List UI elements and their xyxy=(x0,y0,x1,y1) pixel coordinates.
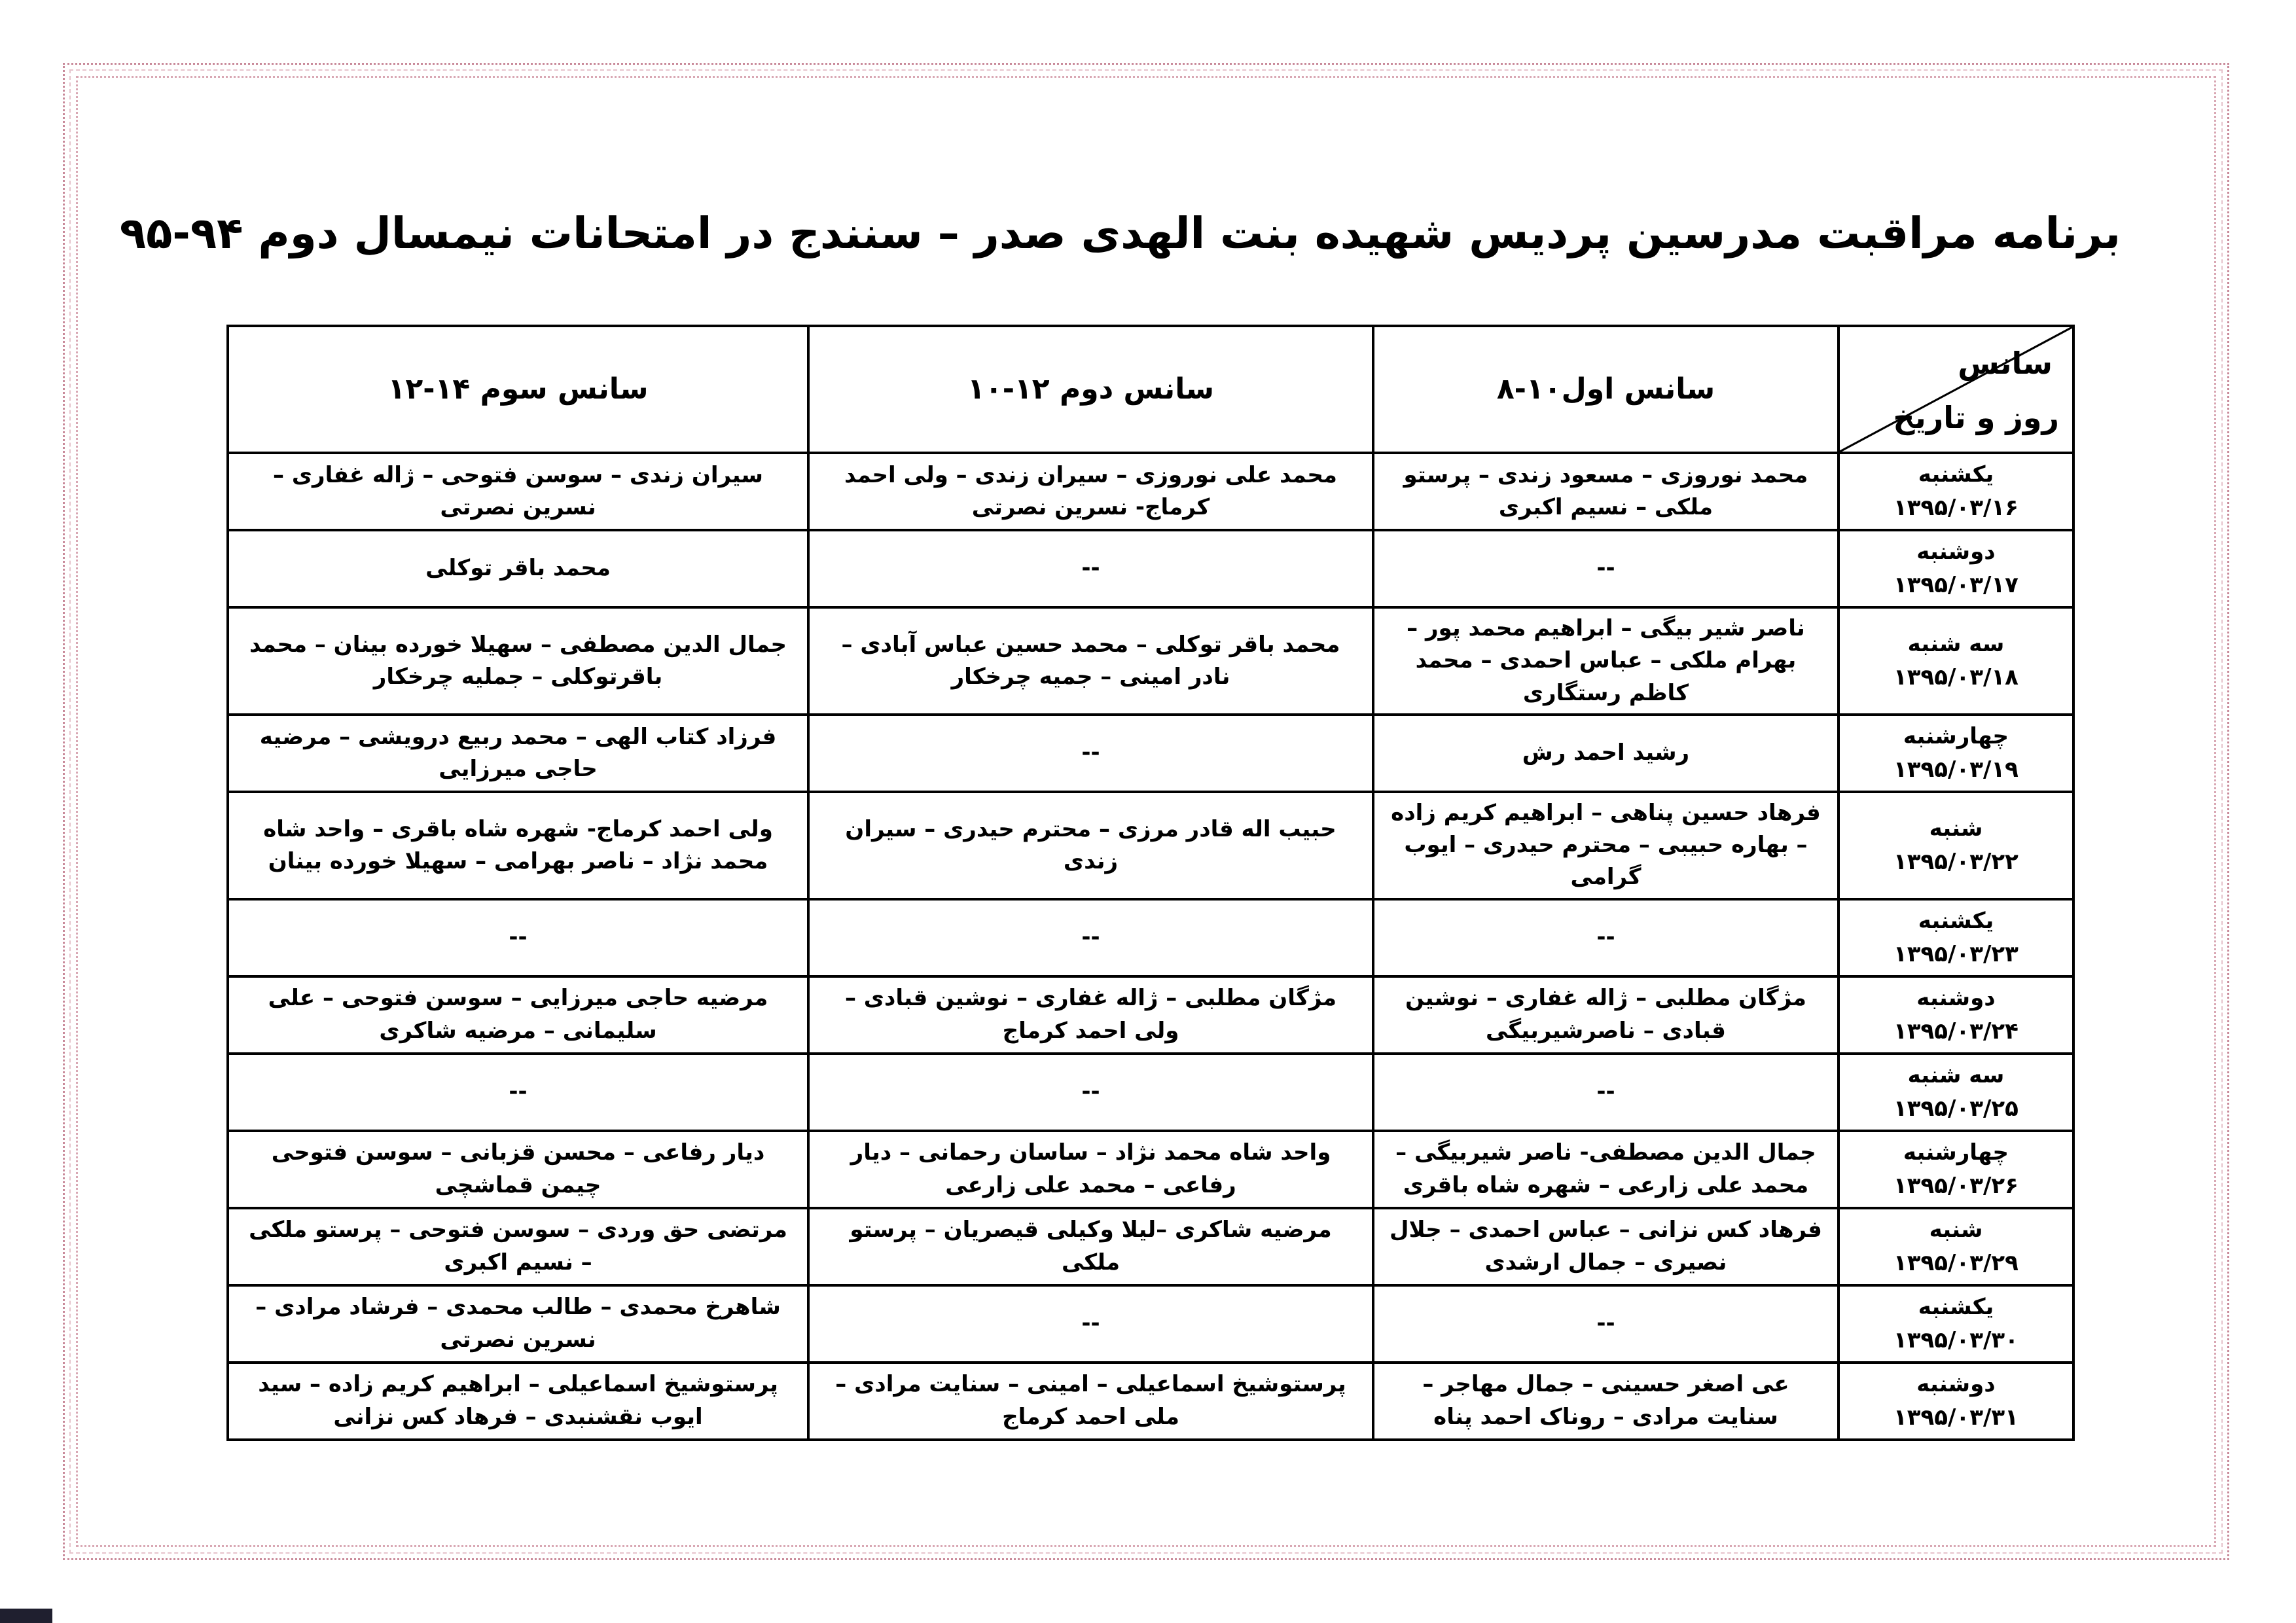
day-name: دوشنبه xyxy=(1916,1370,1996,1397)
exam-date: ۱۳۹۵/۰۳/۱۹ xyxy=(1893,756,2018,783)
session-1-proctors: رشید احمد رش xyxy=(1373,715,1839,792)
session-3-proctors: مرتضی حق وردی – سوسن فتوحی – پرستو ملکی – نسیم اکبری xyxy=(228,1208,808,1285)
session-1-proctors: فرهاد حسین پناهی – ابراهیم کریم زاده – بهاره حبیبی – محترم حیدری – ایوب گرامی xyxy=(1373,792,1839,899)
page-title: برنامه مراقبت مدرسین پردیس شهیده بنت الهدی صدر – سنندج در امتحانات نیمسال دوم ۹۴-۹۵ xyxy=(119,208,2121,259)
session-2-proctors: پرستوشیخ اسماعیلی – امینی – سنایت مرادی – ملی احمد کرماج xyxy=(808,1363,1373,1440)
table-row xyxy=(228,1363,2073,1440)
table-row xyxy=(228,1131,2073,1208)
day-name: چهارشنبه xyxy=(1903,722,2009,749)
schedule-table xyxy=(226,325,2075,1441)
session-2-proctors: مژگان مطلبی – ژاله غفاری – نوشین قبادی – ولی احمد کرماج xyxy=(808,976,1373,1054)
day-date-cell xyxy=(1839,976,2073,1054)
day-date-cell xyxy=(1839,1208,2073,1285)
day-date-cell xyxy=(1839,715,2073,792)
table-row xyxy=(228,607,2073,715)
exam-date: ۱۳۹۵/۰۳/۱۸ xyxy=(1893,664,2018,690)
session-2-proctors: -- xyxy=(808,1285,1373,1363)
day-name: چهارشنبه xyxy=(1903,1139,2009,1166)
table-row xyxy=(228,453,2073,530)
day-name: دوشنبه xyxy=(1916,539,1996,565)
session-1-proctors: مژگان مطلبی – ژاله غفاری – نوشین قبادی – ناصرشیربیگی xyxy=(1373,976,1839,1054)
table-header-row xyxy=(228,326,2073,453)
day-name: یکشنبه xyxy=(1918,907,1994,934)
session-2-proctors: واحد شاه محمد نژاد – ساسان رحمانی – دیار رفاعی – محمد علی زارعی xyxy=(808,1131,1373,1208)
footer-watermark xyxy=(0,1609,52,1623)
day-date-cell xyxy=(1839,1363,2073,1440)
session-3-proctors: ولی احمد کرماج- شهره شاه باقری – واحد شاه محمد نژاد – ناصر بهرامی – سهیلا خورده بینان xyxy=(228,792,808,899)
session-2-proctors: محمد علی نوروزی – سیران زندی – ولی احمد کرماج- نسرین نصرتی xyxy=(808,453,1373,530)
session-3-proctors: پرستوشیخ اسماعیلی – ابراهیم کریم زاده – سید ایوب نقشنبدی – فرهاد کس نزانی xyxy=(228,1363,808,1440)
day-name: سه شنبه xyxy=(1907,630,2005,657)
table-row xyxy=(228,976,2073,1054)
day-date-cell xyxy=(1839,530,2073,607)
day-name: یکشنبه xyxy=(1918,461,1994,488)
table-row xyxy=(228,1208,2073,1285)
session-1-proctors: عی اصغر حسینی – جمال مهاجر – سنایت مرادی – روناک احمد پناه xyxy=(1373,1363,1839,1440)
session-2-proctors: -- xyxy=(808,530,1373,607)
session-3-proctors: مرضیه حاجی میرزایی – سوسن فتوحی – علی سلیمانی – مرضیه شاکری xyxy=(228,976,808,1054)
day-date-cell xyxy=(1839,1131,2073,1208)
day-date-cell xyxy=(1839,899,2073,976)
session-1-proctors: فرهاد کس نزانی – عباس احمدی – جلال نصیری – جمال ارشدی xyxy=(1373,1208,1839,1285)
exam-date: ۱۳۹۵/۰۳/۲۴ xyxy=(1893,1018,2018,1044)
session-1-proctors: جمال الدین مصطفی- ناصر شیربیگی – محمد علی زارعی – شهره شاه باقری xyxy=(1373,1131,1839,1208)
exam-date: ۱۳۹۵/۰۳/۳۱ xyxy=(1893,1404,2018,1431)
corner-label-day-date: روز و تاریخ xyxy=(1893,400,2059,436)
session-3-proctors: جمال الدین مصطفی – سهیلا خورده بینان – محمد باقرتوکلی – جملیه چرخکار xyxy=(228,607,808,715)
exam-date: ۱۳۹۵/۰۳/۲۲ xyxy=(1893,848,2018,875)
day-name: دوشنبه xyxy=(1916,984,1996,1011)
day-date-cell xyxy=(1839,792,2073,899)
day-date-cell xyxy=(1839,453,2073,530)
table-row xyxy=(228,1285,2073,1363)
header-session-3: سانس سوم ۱۴-۱۲ xyxy=(228,326,808,453)
session-1-proctors: -- xyxy=(1373,1285,1839,1363)
table-row xyxy=(228,1054,2073,1131)
table-row xyxy=(228,792,2073,899)
session-2-proctors: مرضیه شاکری –لیلا وکیلی قیصریان – پرستو ملکی xyxy=(808,1208,1373,1285)
header-session-1: سانس اول۱۰-۸ xyxy=(1373,326,1839,453)
session-3-proctors: -- xyxy=(228,1054,808,1131)
session-3-proctors: فرزاد کتاب الهی – محمد ربیع درویشی – مرضیه حاجی میرزایی xyxy=(228,715,808,792)
corner-label-session: سانس xyxy=(1958,346,2053,381)
session-2-proctors: -- xyxy=(808,715,1373,792)
session-3-proctors: سیران زندی – سوسن فتوحی – ژاله غفاری – نسرین نصرتی xyxy=(228,453,808,530)
day-date-cell xyxy=(1839,607,2073,715)
session-1-proctors: -- xyxy=(1373,1054,1839,1131)
session-1-proctors: محمد نوروزی – مسعود زندی – پرستو ملکی – نسیم اکبری xyxy=(1373,453,1839,530)
day-date-cell xyxy=(1839,1285,2073,1363)
table-row xyxy=(228,899,2073,976)
session-2-proctors: حبیب اله قادر مرزی – محترم حیدری – سیران زندی xyxy=(808,792,1373,899)
table-row xyxy=(228,530,2073,607)
table-row xyxy=(228,715,2073,792)
day-name: شنبه xyxy=(1929,815,1983,842)
exam-date: ۱۳۹۵/۰۳/۱۶ xyxy=(1893,495,2018,521)
exam-date: ۱۳۹۵/۰۳/۳۰ xyxy=(1893,1327,2018,1353)
schedule-body xyxy=(228,453,2073,1440)
day-name: شنبه xyxy=(1929,1216,1983,1243)
session-1-proctors: ناصر شیر بیگی – ابراهیم محمد پور – بهرام ملکی – عباس احمدی – محمد کاظم رستگاری xyxy=(1373,607,1839,715)
session-3-proctors: دیار رفاعی – محسن قزبانی – سوسن فتوحی چیمن قماشچی xyxy=(228,1131,808,1208)
session-1-proctors: -- xyxy=(1373,899,1839,976)
day-date-cell xyxy=(1839,1054,2073,1131)
exam-date: ۱۳۹۵/۰۳/۲۶ xyxy=(1893,1172,2018,1199)
exam-date: ۱۳۹۵/۰۳/۲۹ xyxy=(1893,1249,2018,1276)
corner-header-cell xyxy=(1839,326,2073,453)
header-session-2: سانس دوم ۱۲-۱۰ xyxy=(808,326,1373,453)
session-1-proctors: -- xyxy=(1373,530,1839,607)
session-3-proctors: -- xyxy=(228,899,808,976)
exam-date: ۱۳۹۵/۰۳/۲۳ xyxy=(1893,940,2018,967)
session-3-proctors: شاهرخ محمدی – طالب محمدی – فرشاد مرادی – نسرین نصرتی xyxy=(228,1285,808,1363)
session-2-proctors: محمد باقر توکلی – محمد حسین عباس آبادی – نادر امینی – جمیه چرخکار xyxy=(808,607,1373,715)
exam-date: ۱۳۹۵/۰۳/۲۵ xyxy=(1893,1095,2018,1122)
session-3-proctors: محمد باقر توکلی xyxy=(228,530,808,607)
exam-date: ۱۳۹۵/۰۳/۱۷ xyxy=(1893,572,2018,598)
day-name: سه شنبه xyxy=(1907,1061,2005,1088)
day-name: یکشنبه xyxy=(1918,1293,1994,1320)
session-2-proctors: -- xyxy=(808,1054,1373,1131)
session-2-proctors: -- xyxy=(808,899,1373,976)
